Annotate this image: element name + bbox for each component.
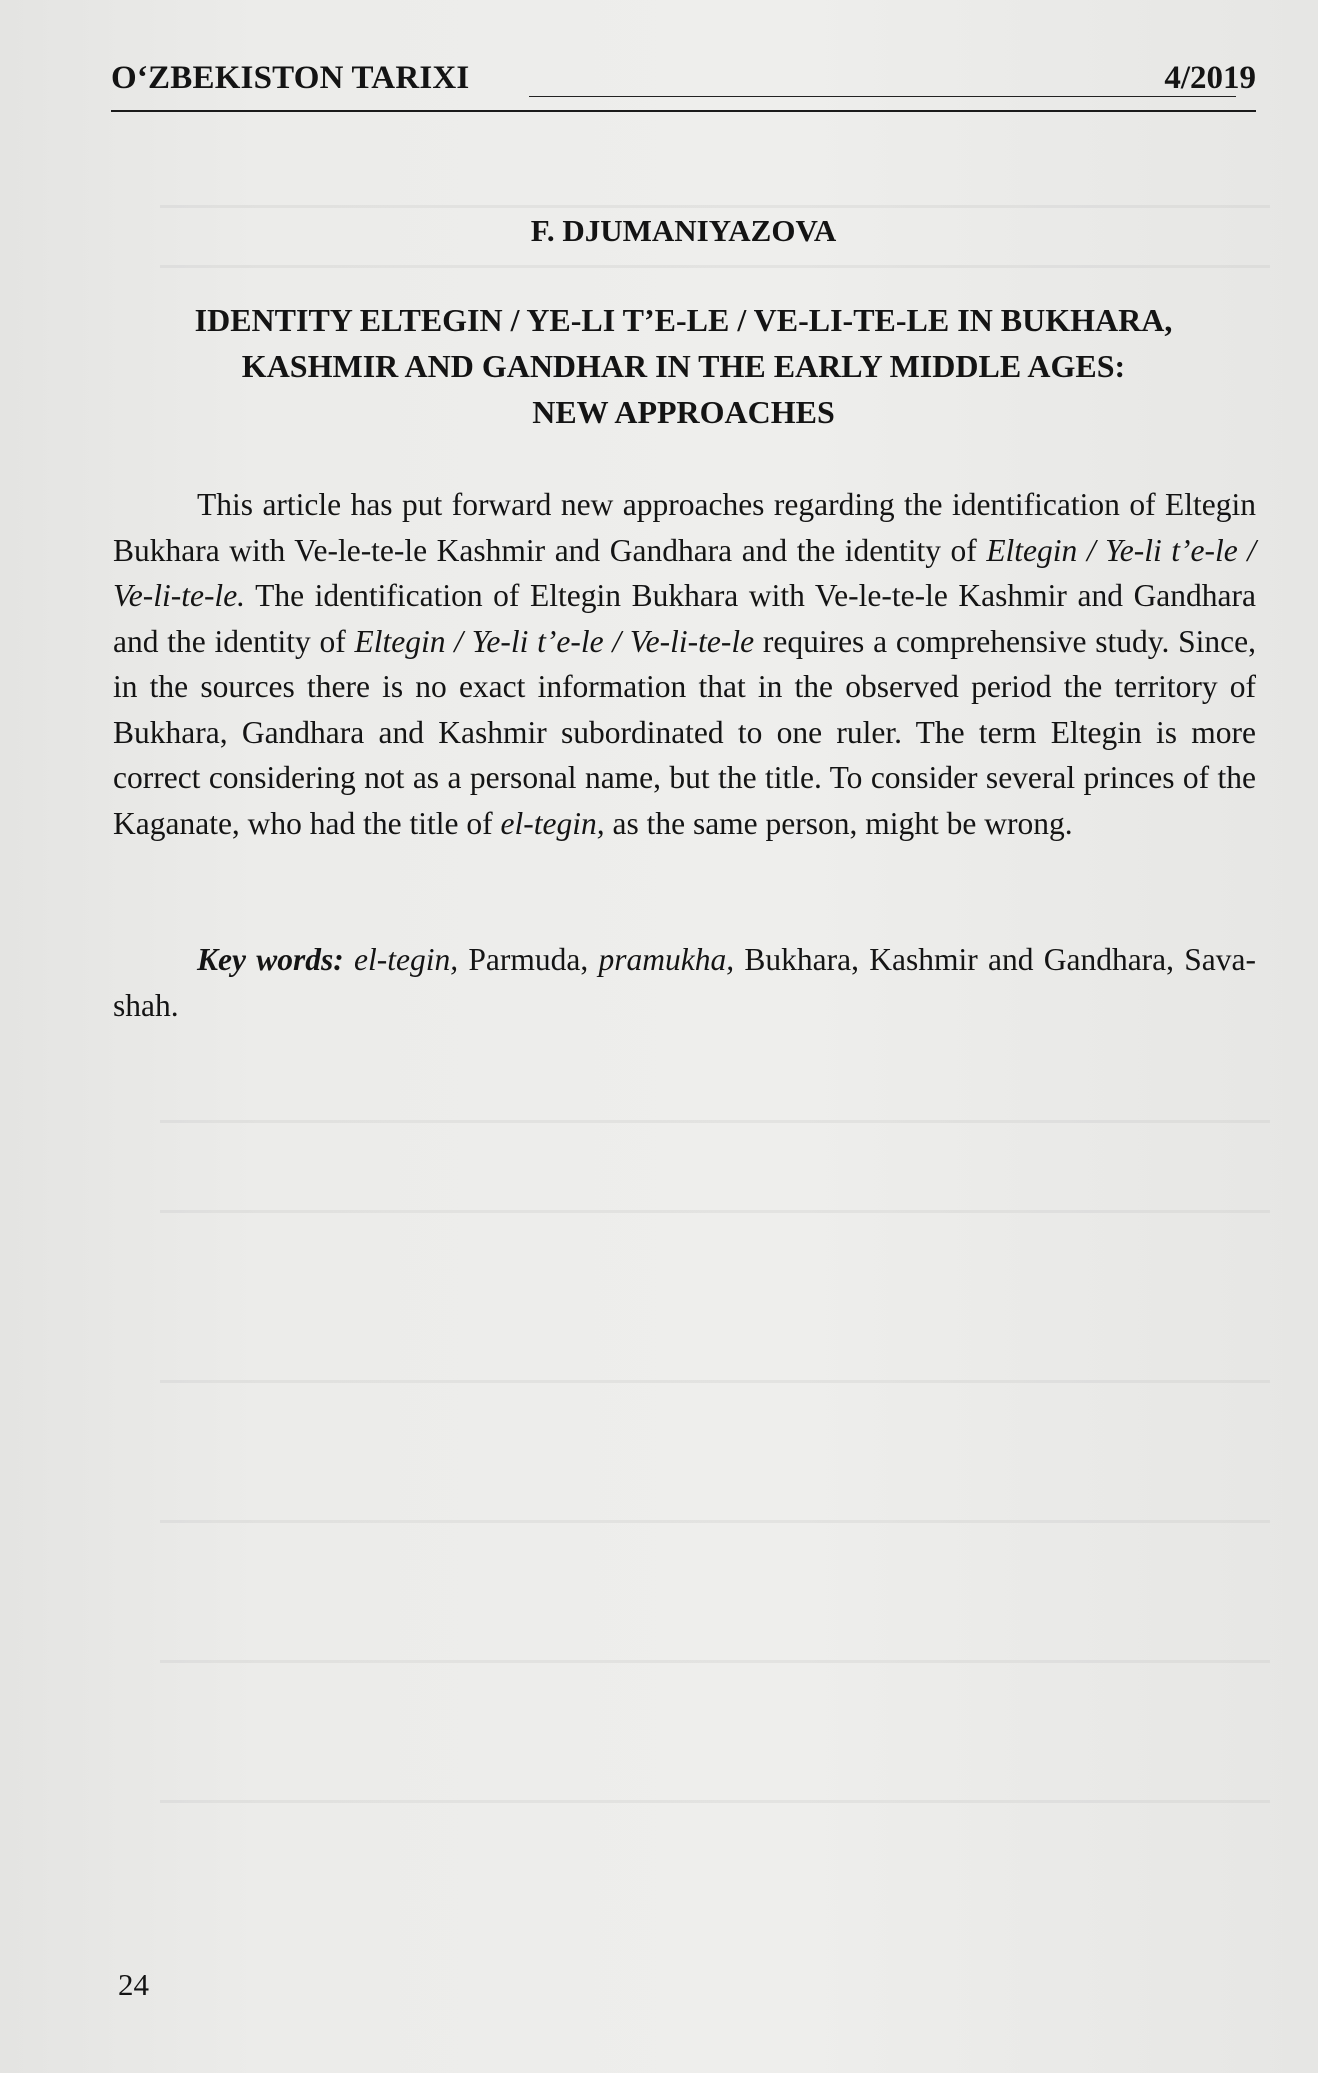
title-line: NEW APPROACHES — [532, 394, 835, 430]
keywords-paragraph — [113, 937, 1256, 1028]
title-line: IDENTITY ELTEGIN / YE-LI T’E-LE / VE-LI-TE-LE IN BUKHARA, — [194, 302, 1173, 338]
abstract-paragraph — [113, 482, 1256, 846]
abstract-italic: Eltegin / Ye-li t’e-le / Ve-li-te-le — [354, 623, 755, 659]
abstract-italic: Eltegin / Ye-li t’e-le / Ve-li-te-le. — [113, 532, 1257, 613]
author-name: F. DJUMANIYAZOVA — [530, 213, 837, 248]
abstract-text: This article has put forward new approaches regarding the identification of Eltegin Bukhara with Ve-le-te-le Kashmir and Gandhara and the identity of — [113, 487, 1256, 568]
show-through-line — [160, 1660, 1270, 1663]
header-divider — [111, 110, 1256, 112]
abstract-italic: el-tegin, — [500, 805, 605, 841]
abstract-text: The identification of Eltegin Bukhara with Ve-le-te-le Kashmir and Gandhara and the identity of — [113, 578, 1256, 659]
show-through-line — [160, 265, 1270, 268]
journal-title: O‘ZBEKISTON TARIXI — [111, 60, 470, 96]
show-through-line — [160, 205, 1270, 208]
issue-number: 4/2019 — [1164, 60, 1256, 96]
header-rule — [529, 96, 1236, 97]
abstract-text: as the same person, might be wrong. — [604, 805, 1073, 841]
keyword-text: Bukhara, Kashmir and Gandhara, Sava-shah. — [113, 942, 1257, 1023]
show-through-line — [160, 1120, 1270, 1123]
page-number: 24 — [118, 1967, 149, 2002]
keyword-italic: pramukha, — [598, 942, 735, 977]
running-header — [111, 52, 1256, 112]
keyword-italic: el-tegin, — [354, 942, 459, 977]
keywords-label: Key words: — [197, 942, 344, 977]
show-through-line — [160, 1380, 1270, 1383]
show-through-line — [160, 1800, 1270, 1803]
keyword-text: Parmuda, — [458, 942, 599, 977]
title-line: KASHMIR AND GANDHAR IN THE EARLY MIDDLE AGES: — [241, 348, 1126, 384]
article-title — [111, 297, 1256, 435]
abstract-text: requires a comprehensive study. Since, in the sources there is no exact information that in the observed period the territory of Bukhara, Gandhara and Kashmir subordinated to one ruler. The term Eltegin is more correct considering not as a personal name, but the title. To consider several princes of the Kaganate, who had the title of — [113, 623, 1257, 841]
show-through-line — [160, 1210, 1270, 1213]
show-through-line — [160, 1520, 1270, 1523]
